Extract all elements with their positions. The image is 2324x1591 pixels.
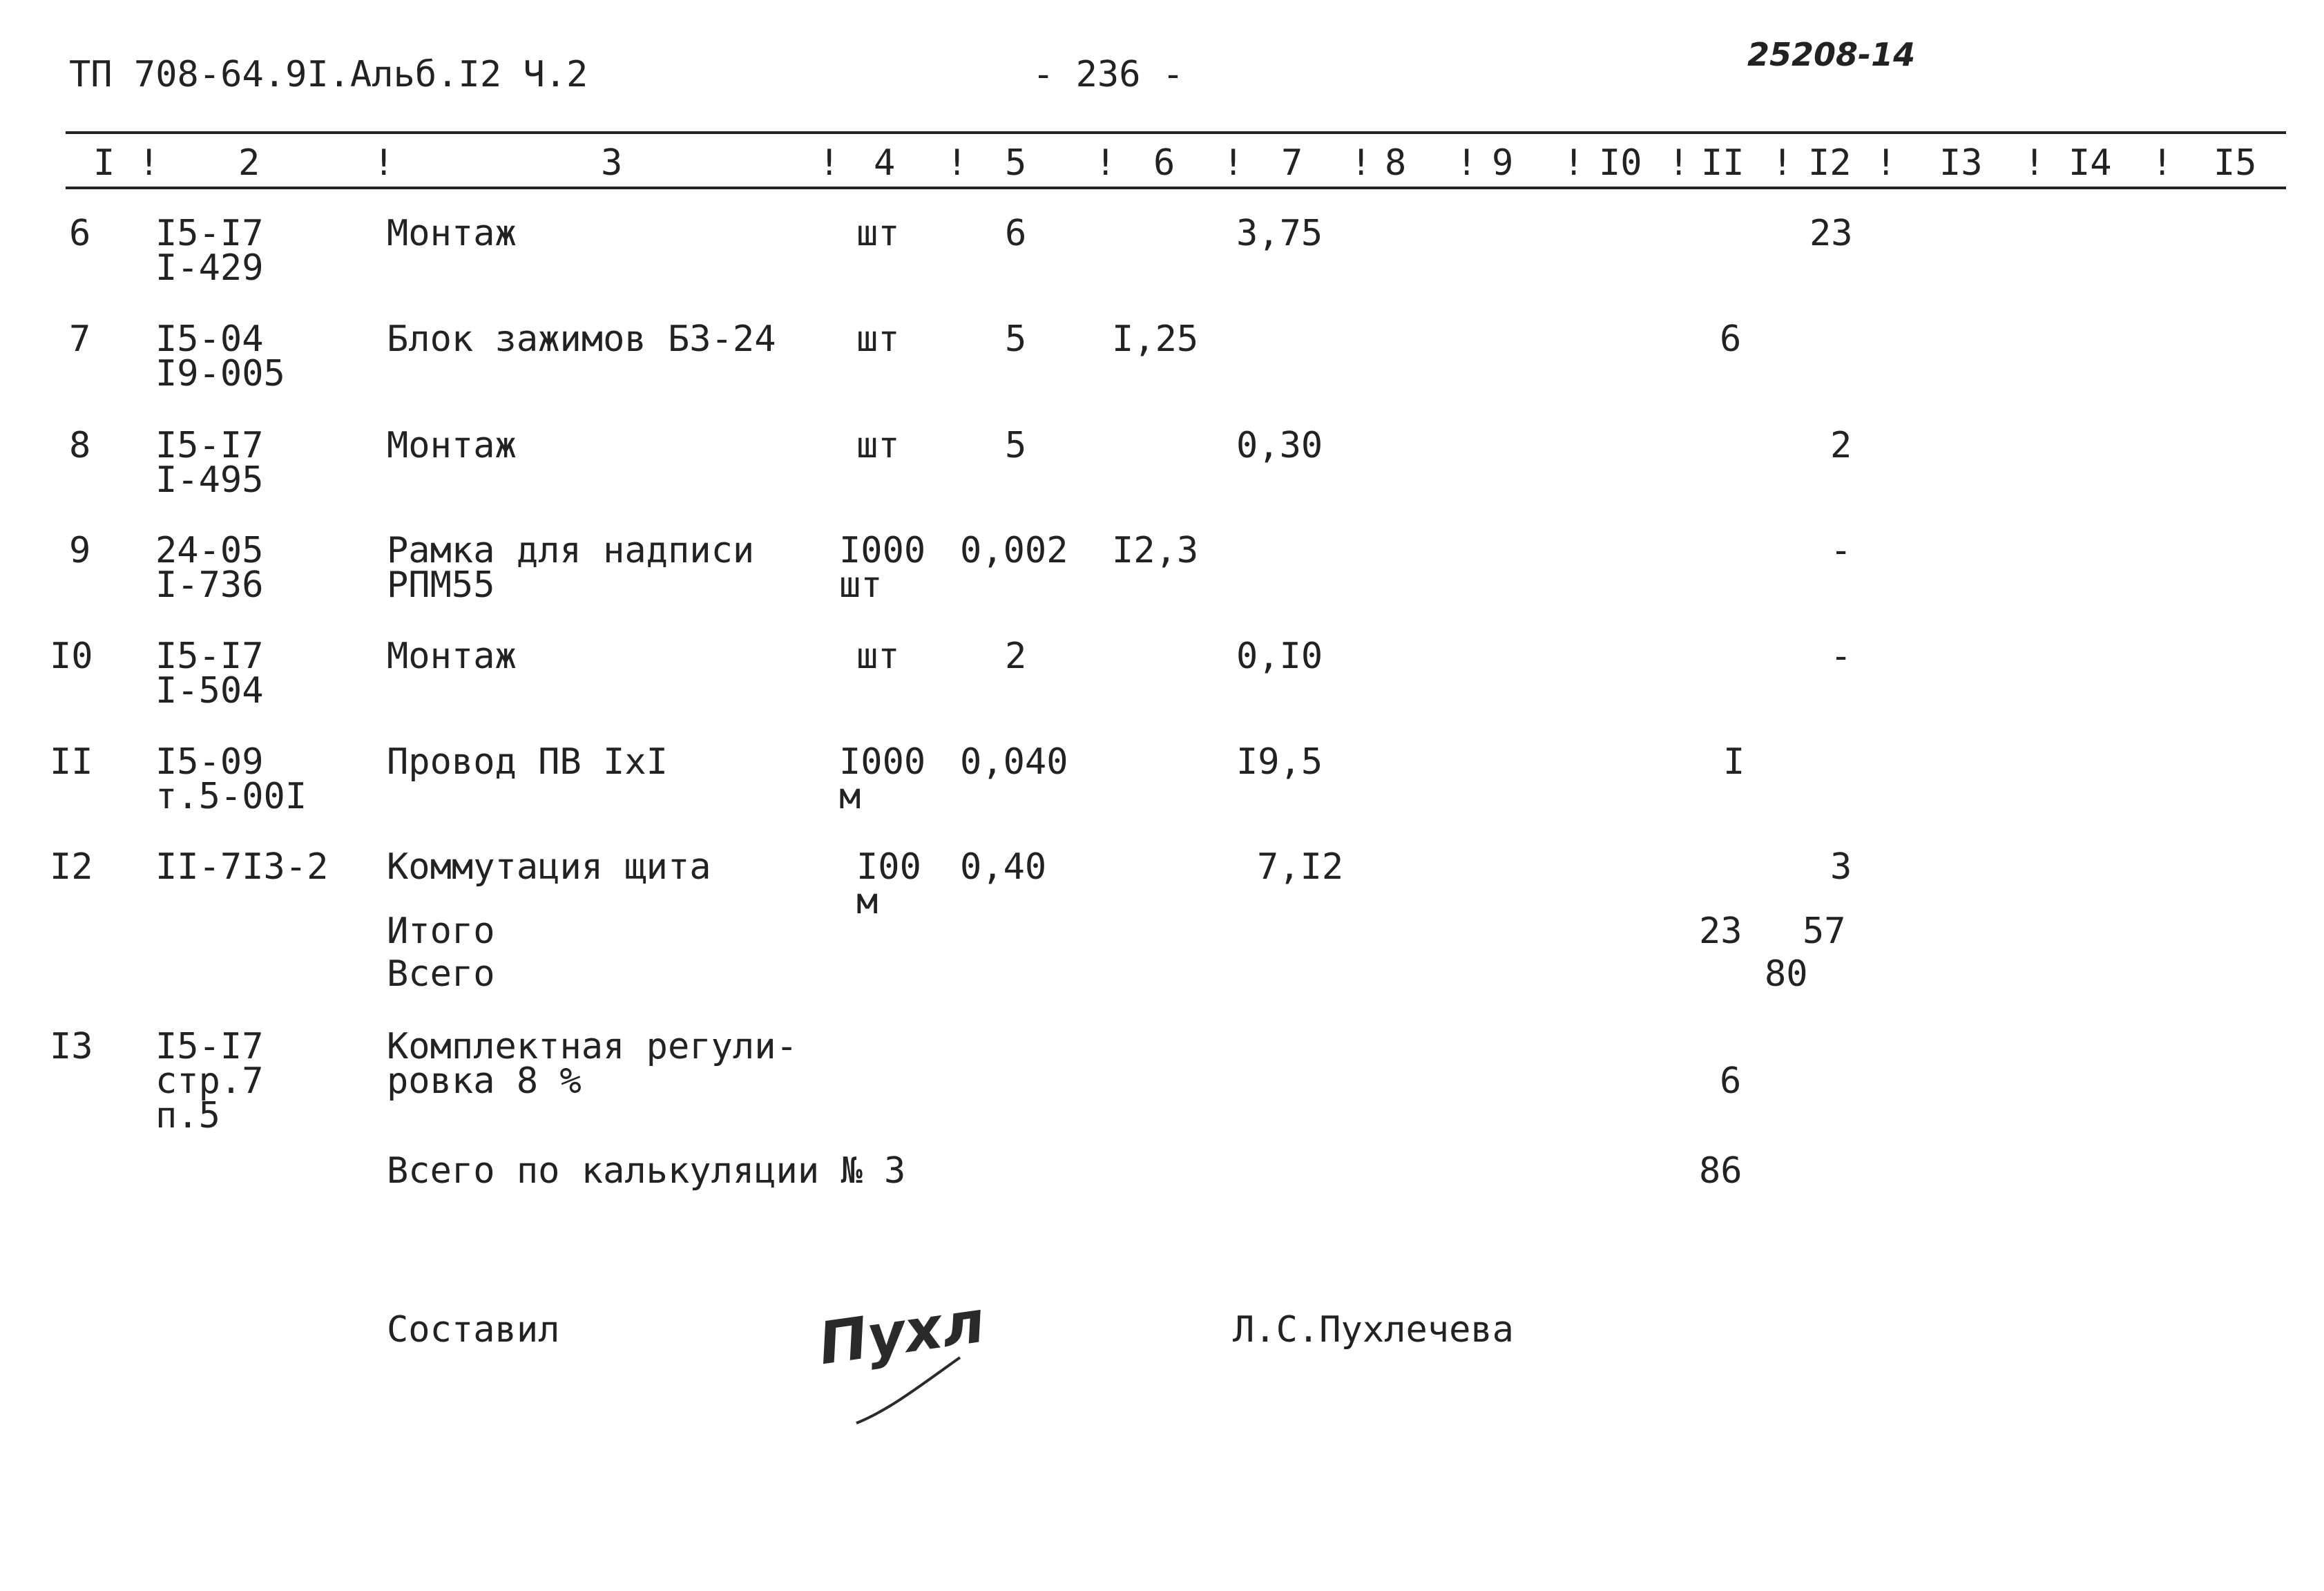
row-unit: шт [856,425,900,466]
itogo-col11: 23 [1699,911,1742,952]
row-quantity: 0,40 [960,846,1047,888]
row-name: Рамка для надписи РПМ55 [387,530,755,606]
row-number: I2 [50,846,93,888]
row-name: Коммутация щита [387,846,711,888]
vsego-value: 80 [1765,953,1808,995]
row-number: I3 [50,1026,93,1067]
row-col7: 0,I0 [1236,636,1323,677]
table-header-rule [66,187,2286,189]
row-number: 8 [69,425,91,466]
row-col7: I9,5 [1236,741,1323,783]
row-name: Монтаж [387,213,517,254]
separator: ! [138,142,160,184]
row-code: I5-I7 I-429 [155,213,264,289]
row-unit: шт [856,636,900,677]
column-header: 3 [601,142,623,184]
row-number: 6 [69,213,91,254]
column-header: I0 [1599,142,1642,184]
separator: ! [1563,142,1585,184]
row-col12: - [1830,636,1852,677]
column-header: 4 [874,142,896,184]
column-header: 2 [238,142,260,184]
separator: ! [2024,142,2046,184]
compiler-name: Л.С.Пухлечева [1233,1309,1514,1351]
row-name: Блок зажимов БЗ-24 [387,318,776,360]
row-code: II-7I3-2 [155,846,329,888]
row-col6: I2,3 [1112,530,1199,571]
separator: ! [1095,142,1117,184]
row-quantity: 6 [1005,213,1027,254]
separator: ! [1668,142,1690,184]
table-top-rule [66,131,2286,134]
row-name: Провод ПВ IxI [387,741,668,783]
column-header: I [93,142,115,184]
column-header: 6 [1153,142,1175,184]
row-number: I0 [50,636,93,677]
row-code: I5-09 т.5-00I [155,741,307,817]
row-col7: 0,30 [1236,425,1323,466]
row-col12: 23 [1809,213,1853,254]
column-header: I4 [2068,142,2112,184]
separator: ! [1456,142,1478,184]
row-name: Комплектная регули- ровка 8 % [387,1026,798,1102]
separator: ! [2151,142,2173,184]
separator: ! [1771,142,1794,184]
grand-total-value: 86 [1699,1150,1742,1192]
separator: ! [373,142,395,184]
separator: ! [1875,142,1897,184]
row-code: I5-04 I9-005 [155,318,285,394]
row-code: I5-I7 стр.7 п.5 [155,1026,264,1136]
archive-number: 25208-14 [1747,36,1916,73]
column-header: 7 [1281,142,1303,184]
row-col12: 3 [1830,846,1852,888]
row-code: I5-I7 I-495 [155,425,264,501]
row-unit: I000 м [839,741,926,817]
row-number: 7 [69,318,91,360]
page-number: - 236 - [1033,54,1184,95]
signature-stroke [849,1354,974,1430]
row-quantity: 0,040 [960,741,1068,783]
row-col12: 2 [1830,425,1852,466]
row-unit: I00 м [856,846,921,922]
compiled-label: Составил [387,1309,560,1351]
row-unit: I000 шт [839,530,926,606]
separator: ! [1350,142,1372,184]
column-header: I5 [2213,142,2257,184]
row-col11: 6 [1720,318,1742,360]
row-quantity: 0,002 [960,530,1068,571]
itogo-col12: 57 [1803,911,1846,952]
column-header: 5 [1005,142,1027,184]
row-quantity: 5 [1005,318,1027,360]
separator: ! [946,142,968,184]
row-name: Монтаж [387,425,517,466]
row-code: I5-I7 I-504 [155,636,264,712]
row-quantity: 5 [1005,425,1027,466]
column-header: I3 [1939,142,1983,184]
column-header: 8 [1385,142,1407,184]
row-col11: 6 [1720,1060,1742,1102]
row-col7: 3,75 [1236,213,1323,254]
row-col7: 7,I2 [1257,846,1344,888]
signature: Пухл [814,1287,989,1378]
row-number: II [50,741,93,783]
separator: ! [1222,142,1245,184]
vsego-label: Всего [387,953,495,995]
column-header: II [1701,142,1745,184]
row-unit: шт [856,213,900,254]
column-header: I2 [1808,142,1852,184]
separator: ! [818,142,841,184]
row-code: 24-05 I-736 [155,530,264,606]
grand-total-label: Всего по калькуляции № 3 [387,1150,906,1192]
row-number: 9 [69,530,91,571]
row-col6: I,25 [1112,318,1199,360]
column-header: 9 [1492,142,1514,184]
row-col12: - [1830,530,1852,571]
row-quantity: 2 [1005,636,1027,677]
row-unit: шт [856,318,900,360]
itogo-label: Итого [387,911,495,952]
row-name: Монтаж [387,636,517,677]
row-col11: I [1723,741,1745,783]
doc-code: ТП 708-64.9I.Альб.I2 Ч.2 [69,54,588,95]
